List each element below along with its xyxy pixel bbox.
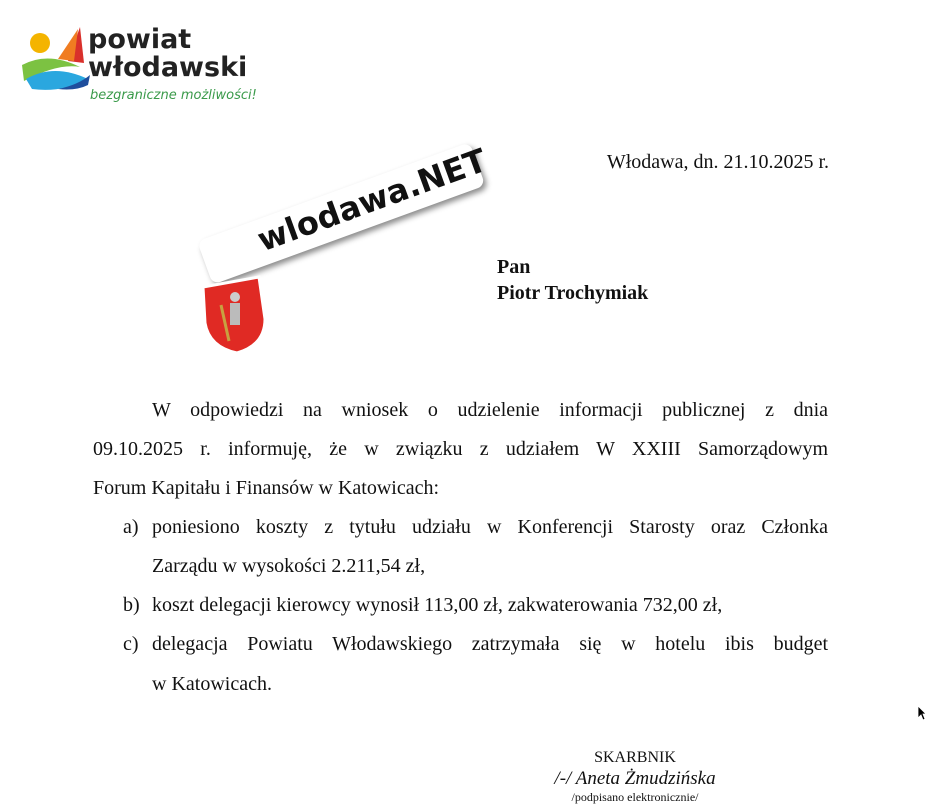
list-text: w Katowicach. [152,673,272,695]
logo-tagline: bezgraniczne możliwości! [90,88,257,103]
watermark-text: wlodawa.NET [252,141,492,260]
body-line: W odpowiedzi na wniosek o udzielenie informacji publicznej z dnia [152,399,828,421]
addressee-name: Piotr Trochymiak [497,282,649,304]
list-label: b) [123,594,140,616]
signature-note: /podpisano elektronicznie/ [571,790,699,804]
logo-emblem-icon [18,23,90,93]
list-label: c) [123,633,139,655]
signature-block [520,748,750,804]
mouse-cursor-icon [917,705,927,721]
coat-of-arms-icon [199,275,269,355]
list-text: delegacja Powiatu Włodawskiego zatrzymała się w hotelu ibis budget [152,633,828,655]
signature-title: SKARBNIK [594,749,676,766]
date-line: Włodawa, dn. 21.10.2025 r. [606,151,829,173]
logo-line2: włodawski [88,52,248,83]
powiat-logo [18,18,268,113]
body-line: Forum Kapitału i Finansów w Katowicach: [93,477,440,499]
addressee-salutation: Pan [497,256,531,278]
list-text: Zarządu w wysokości 2.211,54 zł, [152,555,426,577]
logo-line1: powiat [88,24,192,55]
signature-name: /-/ Aneta Żmudzińska [554,768,716,789]
watermark-logo [195,141,495,360]
body-line: 09.10.2025 r. informuję, że w związku z udziałem W XXIII Samorządowym [93,438,828,460]
list-text: poniesiono koszty z tytułu udziału w Konferencji Starosty oraz Członka [152,516,828,538]
list-text: koszt delegacji kierowcy wynosił 113,00 zł, zakwaterowania 732,00 zł, [152,594,723,616]
list-label: a) [123,516,139,538]
